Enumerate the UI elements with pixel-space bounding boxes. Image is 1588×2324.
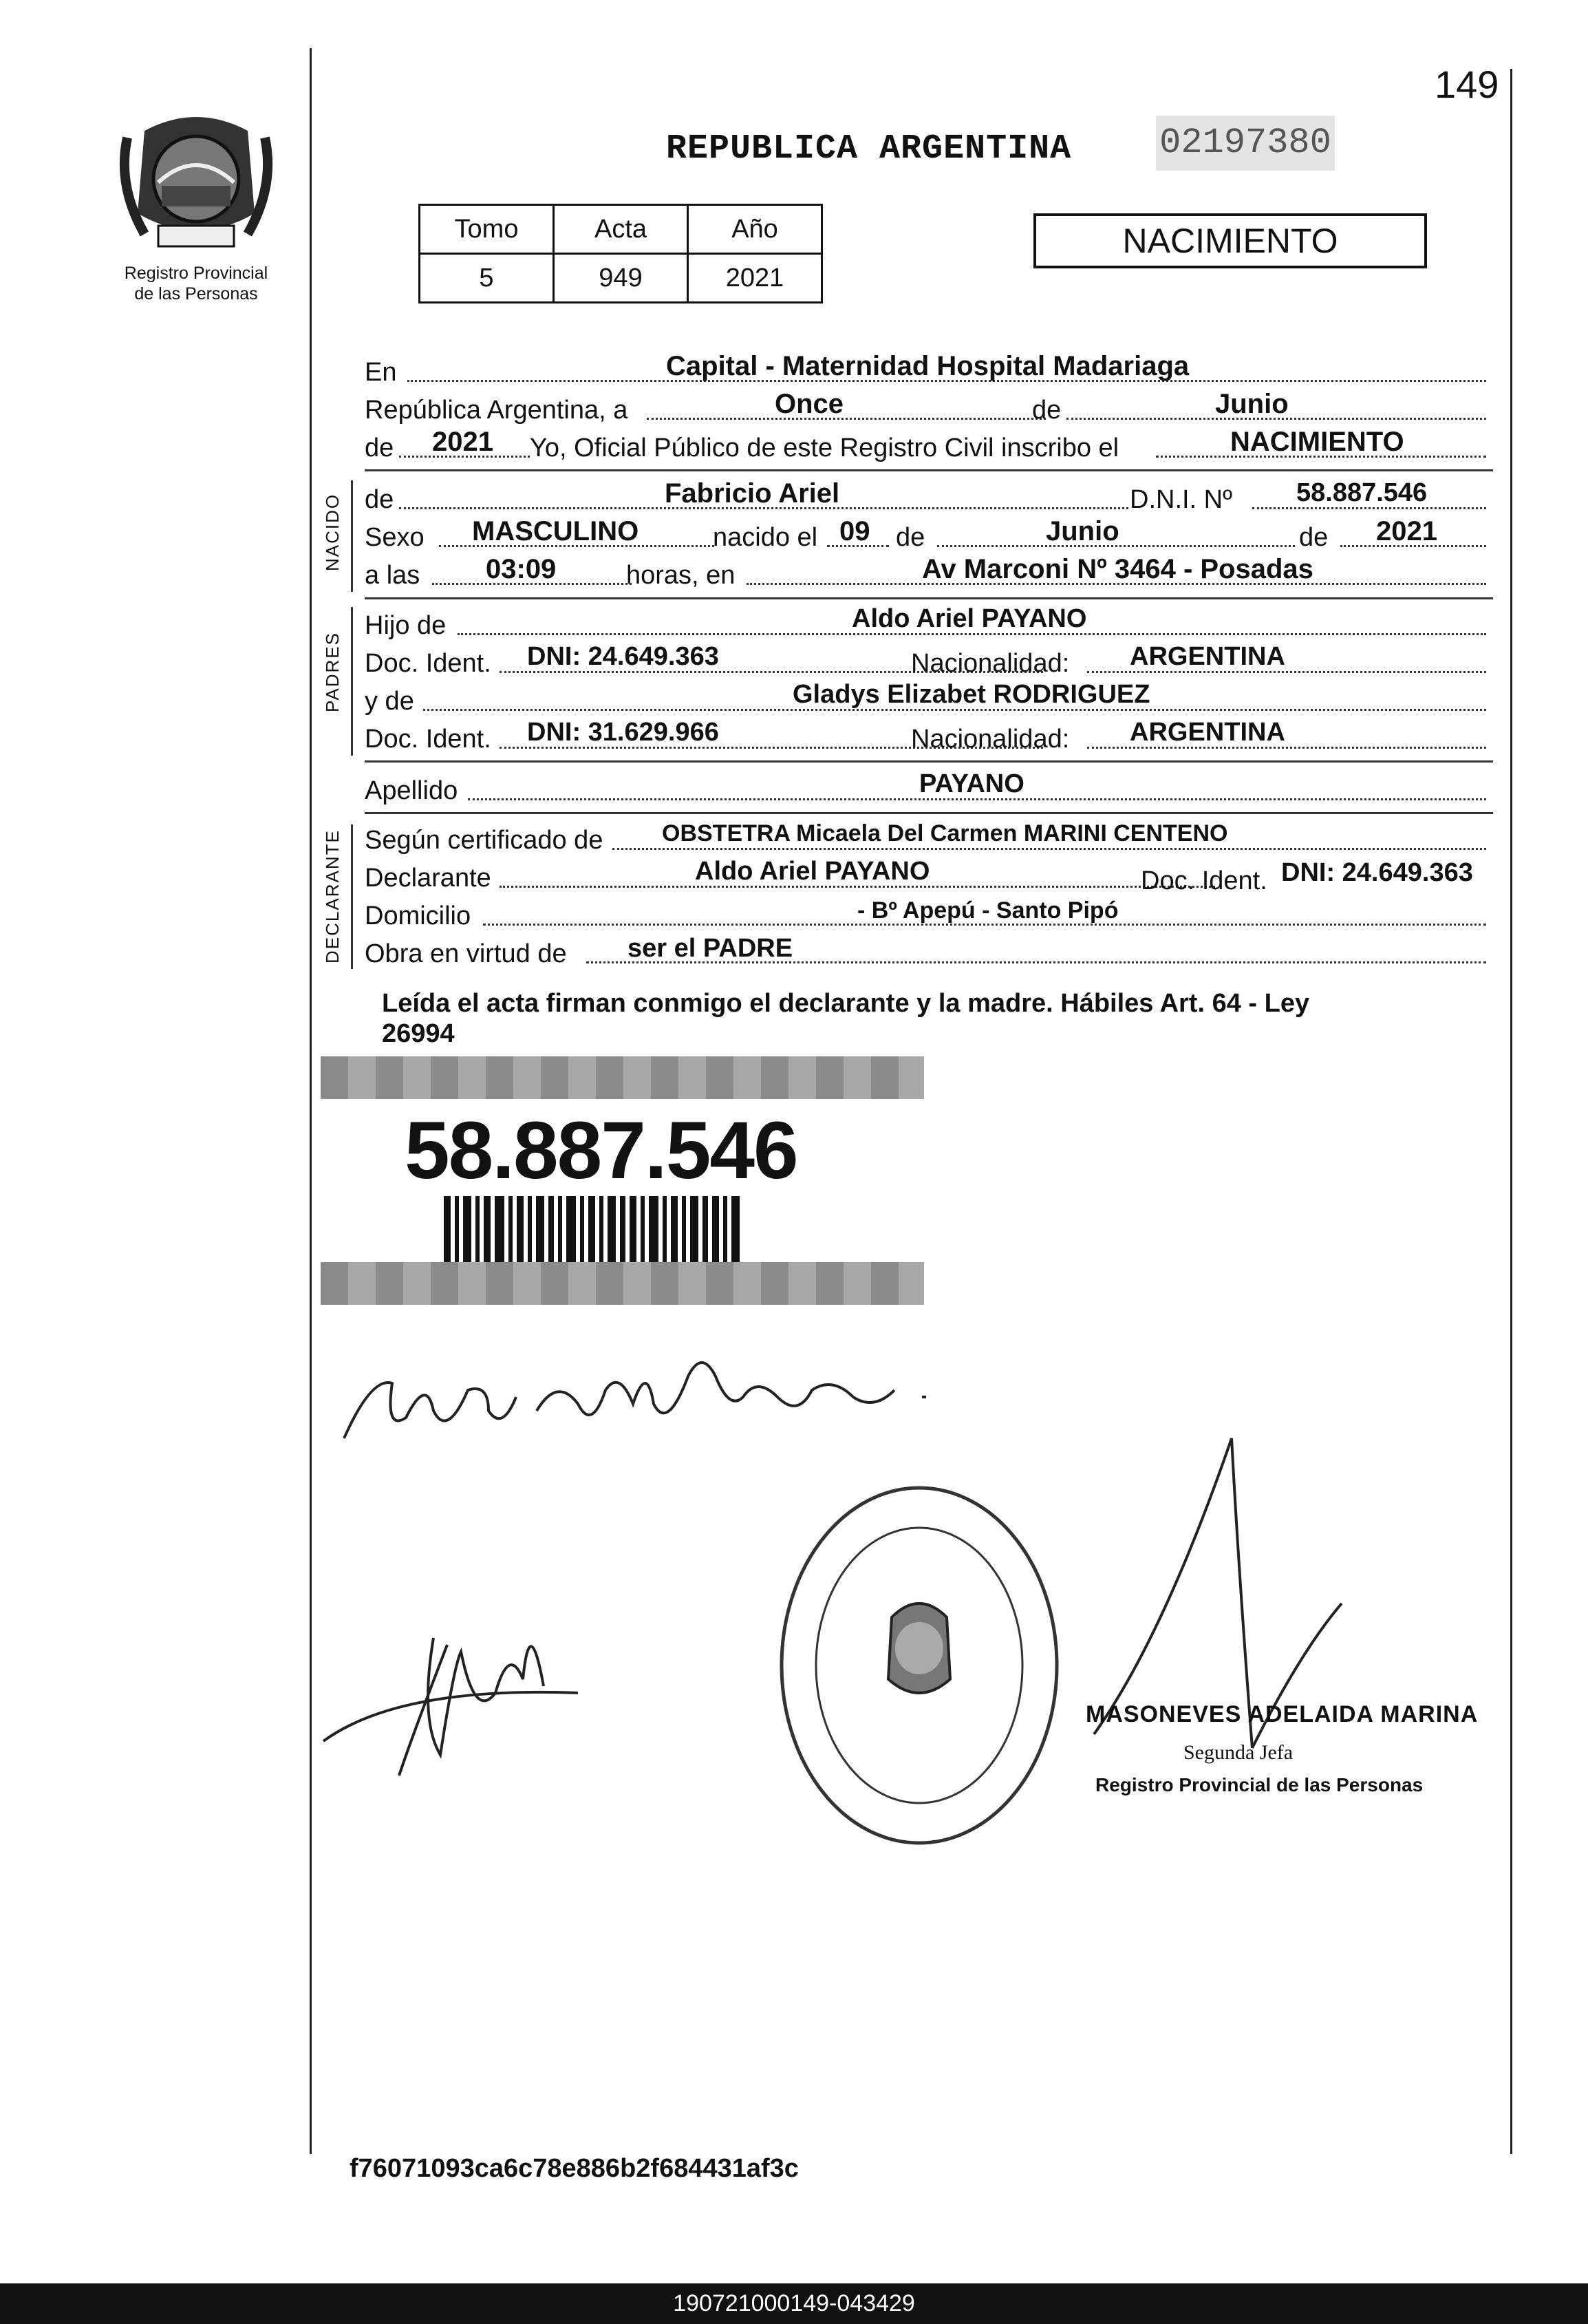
label-nacionalidad2: Nacionalidad: — [911, 725, 1070, 754]
label-doc-declarante: Doc. Ident. — [1141, 866, 1267, 895]
label-y-de: y de — [365, 687, 414, 716]
closing-line1: Leída el acta firman conmigo el declarante y la madre. Hábiles Art. 64 - Ley — [382, 989, 1310, 1018]
registration-month: Junio — [1215, 389, 1289, 419]
father-nationality: ARGENTINA — [1130, 642, 1285, 671]
registration-year: 2021 — [432, 427, 493, 457]
birth-day: 09 — [839, 516, 870, 546]
republic-title: REPUBLICA ARGENTINA — [666, 129, 1072, 169]
row-time — [365, 554, 1486, 593]
left-margin-line — [310, 48, 312, 2154]
father-doc: DNI: 24.649.363 — [527, 642, 719, 671]
row-republica — [365, 389, 1486, 427]
child-name: Fabricio Ariel — [665, 478, 840, 509]
divider — [365, 812, 1493, 814]
table-header-tomo: Tomo — [420, 205, 554, 254]
official-signature — [316, 1583, 592, 1789]
section-line — [351, 607, 353, 756]
label-republica: República Argentina, a — [365, 396, 628, 425]
official-name: MASONEVES ADELAIDA MARINA — [1086, 1701, 1479, 1727]
row-mother-doc — [365, 718, 1486, 756]
table-header-ano: Año — [688, 205, 822, 254]
label-en: En — [365, 358, 397, 387]
section-label-declarante: DECLARANTE — [322, 829, 343, 963]
birth-time: 03:09 — [486, 554, 557, 584]
page-number: 149 — [1435, 63, 1499, 106]
birth-year: 2021 — [1376, 516, 1437, 546]
row-name — [365, 478, 1486, 517]
label-nacionalidad: Nacionalidad: — [911, 649, 1070, 678]
label-domicilio: Domicilio — [365, 902, 471, 930]
divider — [365, 597, 1493, 599]
label-de: de — [1032, 396, 1062, 425]
row-hijo — [365, 604, 1486, 643]
row-obra — [365, 932, 1486, 971]
label-de-year2: de — [1299, 523, 1329, 552]
father-name: Aldo Ariel PAYANO — [852, 604, 1087, 633]
closing-statement — [382, 988, 1496, 1049]
dots — [612, 848, 1486, 850]
official-title: Segunda Jefa — [1183, 1741, 1294, 1764]
right-margin-line — [1510, 69, 1512, 2154]
official-text: Yo, Oficial Público de este Registro Civil inscribo el — [530, 434, 1119, 462]
label-declarante: Declarante — [365, 864, 491, 893]
surname: PAYANO — [919, 769, 1024, 798]
label-hijo: Hijo de — [365, 611, 447, 640]
declarant-signature — [330, 1335, 963, 1473]
logo-caption — [86, 263, 306, 304]
divider — [365, 469, 1493, 471]
row-madre — [365, 680, 1486, 718]
table-value-ano: 2021 — [688, 254, 822, 303]
official-office: Registro Provincial de las Personas — [1095, 1774, 1424, 1795]
barcode-band-top — [321, 1056, 924, 1099]
dots — [647, 418, 1046, 420]
row-father-doc — [365, 642, 1486, 681]
event-type: NACIMIENTO — [1230, 427, 1404, 457]
section-label-nacido: NACIDO — [322, 493, 343, 571]
province-logo — [117, 110, 275, 255]
row-domicilio — [365, 895, 1486, 933]
label-a-las: a las — [365, 561, 420, 590]
declarant-name: Aldo Ariel PAYANO — [695, 857, 930, 886]
row-certificado — [365, 819, 1486, 857]
section-label-padres: PADRES — [322, 632, 343, 712]
logo-caption-line1: Registro Provincial — [124, 264, 268, 283]
label-de-month: de — [896, 523, 925, 552]
row-sexo — [365, 516, 1486, 555]
label-obra: Obra en virtud de — [365, 939, 567, 968]
document-type-box: NACIMIENTO — [1033, 213, 1427, 268]
row-year — [365, 427, 1486, 465]
declarant-role: ser el PADRE — [627, 934, 793, 963]
official-stamp — [775, 1480, 1064, 1851]
mother-nationality: ARGENTINA — [1130, 718, 1285, 747]
birth-month: Junio — [1046, 516, 1119, 546]
label-apellido: Apellido — [365, 776, 458, 805]
child-dni: 58.887.546 — [1296, 478, 1428, 507]
section-line — [351, 480, 353, 592]
official-signature-2 — [1080, 1431, 1355, 1789]
registration-day: Once — [775, 389, 844, 419]
section-line — [351, 824, 353, 969]
mother-doc: DNI: 31.629.966 — [527, 718, 719, 747]
divider — [365, 760, 1493, 763]
mother-name: Gladys Elizabet RODRIGUEZ — [793, 680, 1150, 709]
label-doc: Doc. Ident. — [365, 649, 491, 678]
row-declarante — [365, 857, 1486, 895]
label-de-year: de — [365, 434, 394, 462]
row-apellido — [365, 769, 1486, 808]
record-table — [418, 204, 823, 303]
child-sex: MASCULINO — [472, 516, 639, 546]
birth-place: Capital - Maternidad Hospital Madariaga — [666, 351, 1190, 381]
label-de-name: de — [365, 485, 394, 514]
document-hash: f76071093ca6c78e886b2f684431af3c — [350, 2154, 799, 2183]
row-en — [365, 351, 1486, 390]
footer-id-bar: 190721000149-043429 — [0, 2283, 1588, 2324]
label-certificado: Según certificado de — [365, 826, 603, 855]
certificate-issuer: OBSTETRA Micaela Del Carmen MARINI CENTENO — [662, 820, 1228, 846]
closing-line2: 26994 — [382, 1019, 455, 1048]
serial-number: 02197380 — [1156, 116, 1335, 171]
table-value-tomo: 5 — [420, 254, 554, 303]
table-header-acta: Acta — [554, 205, 688, 254]
table-value-acta: 949 — [554, 254, 688, 303]
label-doc2: Doc. Ident. — [365, 725, 491, 754]
barcode-band-bottom — [321, 1262, 924, 1305]
declarant-doc: DNI: 24.649.363 — [1281, 858, 1473, 887]
label-nacido-el: nacido el — [713, 523, 818, 552]
label-dni: D.N.I. Nº — [1130, 485, 1232, 514]
birth-address: Av Marconi Nº 3464 - Posadas — [922, 554, 1313, 584]
label-sexo: Sexo — [365, 523, 425, 552]
barcode-number: 58.887.546 — [405, 1105, 797, 1196]
declarant-address: - Bº Apepú - Santo Pipó — [857, 897, 1119, 924]
label-horas: horas, en — [626, 561, 736, 590]
logo-caption-line2: de las Personas — [134, 284, 258, 303]
